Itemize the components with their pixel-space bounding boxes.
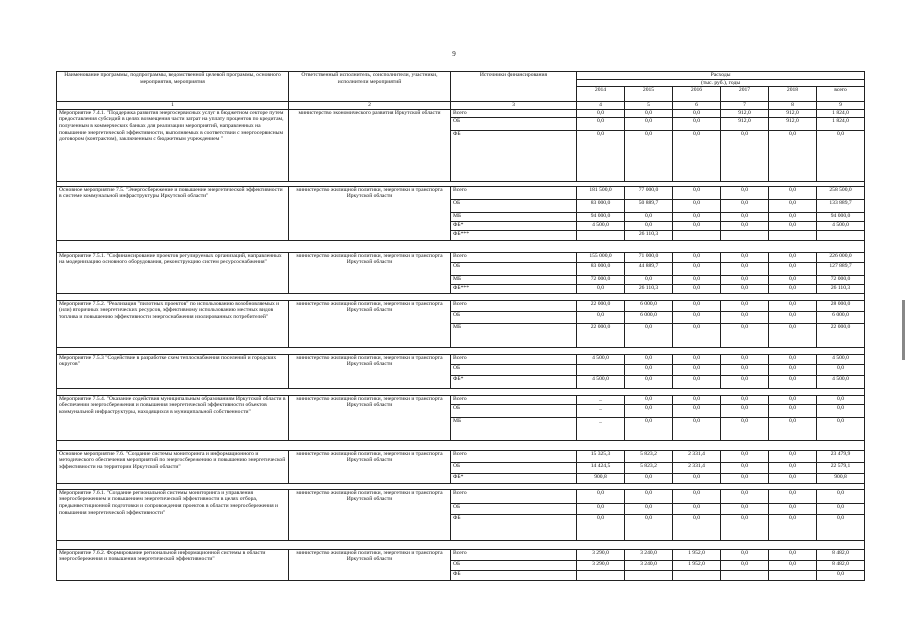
col-number: 1 — [57, 102, 289, 110]
year-value — [577, 570, 625, 580]
group-separator — [57, 540, 865, 549]
funding-source: Всего — [451, 395, 577, 404]
year-value: 0,0 — [769, 323, 817, 347]
year-value: 0,0 — [625, 395, 673, 404]
year-value: 912,0 — [769, 109, 817, 117]
year-value: 0,0 — [721, 549, 769, 560]
measure-executor: министерство жилищной политики, энергетики и транспорта Иркутской области — [289, 395, 451, 440]
year-value: 0,0 — [721, 404, 769, 417]
year-value: 83 000,0 — [577, 199, 625, 212]
year-value: 0,0 — [721, 311, 769, 323]
measure-executor: министерство жилищной политики, энергетики и транспорта Иркутской области — [289, 489, 451, 540]
total-value: 258 500,0 — [817, 186, 865, 199]
year-value — [673, 230, 721, 240]
total-value: 0,0 — [817, 395, 865, 404]
total-value: 8 482,0 — [817, 560, 865, 570]
year-value: 0,0 — [577, 514, 625, 540]
year-value: 22 000,0 — [577, 300, 625, 311]
year-value: 0,0 — [625, 489, 673, 503]
year-value: 0,0 — [769, 450, 817, 462]
year-value: 0,0 — [769, 395, 817, 404]
year-value: 0,0 — [673, 503, 721, 514]
year-value: 0,0 — [721, 212, 769, 221]
measure-name: Мероприятие 7.5.3 "Содействие в разработке схем теплоснабжения поселений и городских округов" — [57, 354, 289, 388]
year-value: 0,0 — [625, 503, 673, 514]
header-year: 2017 — [721, 87, 769, 102]
year-value: 0,0 — [673, 117, 721, 130]
group-separator — [57, 388, 865, 395]
measure-executor: министерство жилищной политики, энергетики и транспорта Иркутской области — [289, 186, 451, 240]
total-value: 28 000,0 — [817, 300, 865, 311]
year-value: 0,0 — [721, 503, 769, 514]
table-row — [57, 109, 865, 117]
measure-name: Мероприятие 7.5.2. "Реализация "пилотных проектов" по использованию возобновляемых и (или) вторичных энергетических ресурсов, эффективному использованию местных видов топлива и повышению эффективности энергоснабжения изолированных потребителей" — [57, 300, 289, 347]
year-value: 0,0 — [769, 284, 817, 293]
year-value: 0,0 — [769, 354, 817, 364]
funding-source: Всего — [451, 252, 577, 262]
year-value: 0,0 — [769, 262, 817, 275]
year-value: 0,0 — [673, 395, 721, 404]
year-value: _ — [577, 395, 625, 404]
year-value: 0,0 — [721, 395, 769, 404]
year-value: 0,0 — [673, 221, 721, 230]
funding-source: МБ — [451, 323, 577, 347]
funding-source: ФБ* — [451, 375, 577, 388]
total-value: 8 482,0 — [817, 549, 865, 560]
funding-source: ФБ*** — [451, 230, 577, 240]
year-value: 14 424,5 — [577, 462, 625, 473]
measure-executor: министерство жилищной политики, энергетики и транспорта Иркутской области — [289, 450, 451, 483]
year-value: 15 325,3 — [577, 450, 625, 462]
header-name: Наименование программы, подпрограммы, ведомственной целевой программы, основного мероприятия, мероприятия — [57, 72, 289, 102]
year-value — [625, 570, 673, 580]
year-value: 2 331,4 — [673, 450, 721, 462]
table-row — [57, 300, 865, 311]
year-value: 0,0 — [721, 221, 769, 230]
table-row — [57, 186, 865, 199]
table-row — [57, 252, 865, 262]
measure-executor: министерство жилищной политики, энергетики и транспорта Иркутской области — [289, 354, 451, 388]
year-value: 0,0 — [625, 364, 673, 375]
total-value: 6 000,0 — [817, 311, 865, 323]
funding-source: ФБ — [451, 514, 577, 540]
year-value: 0,0 — [721, 354, 769, 364]
col-number: 7 — [721, 102, 769, 110]
year-value: 0,0 — [769, 417, 817, 440]
table-row — [57, 450, 865, 462]
measure-name: Основное мероприятие 7.6. "Создание системы мониторинга и информационного и методического обеспечения мероприятий по энергосбережению и повышению энергетической эффективности на территории Иркутской области" — [57, 450, 289, 483]
year-value: 0,0 — [673, 404, 721, 417]
funding-source: Всего — [451, 354, 577, 364]
total-value: 1 824,0 — [817, 117, 865, 130]
funding-source: Всего — [451, 300, 577, 311]
year-value: 50 889,7 — [625, 199, 673, 212]
year-value: 72 000,0 — [577, 275, 625, 284]
col-number: 2 — [289, 102, 451, 110]
year-value: 0,0 — [673, 311, 721, 323]
year-value: 44 889,7 — [625, 262, 673, 275]
total-value: 0,0 — [817, 503, 865, 514]
year-value: 0,0 — [721, 473, 769, 483]
year-value: 0,0 — [673, 514, 721, 540]
year-value: 0,0 — [625, 375, 673, 388]
year-value: 0,0 — [721, 462, 769, 473]
total-value: 23 479,9 — [817, 450, 865, 462]
year-value: 0,0 — [673, 199, 721, 212]
year-value: 0,0 — [673, 489, 721, 503]
page-number: 9 — [452, 50, 456, 58]
year-value: 0,0 — [673, 130, 721, 181]
year-value: 1 952,0 — [673, 549, 721, 560]
year-value: 71 000,0 — [625, 252, 673, 262]
header-year: 2014 — [577, 87, 625, 102]
year-value: 5 823,2 — [625, 450, 673, 462]
year-value: 0,0 — [769, 275, 817, 284]
year-value: 0,0 — [769, 130, 817, 181]
year-value: 0,0 — [721, 560, 769, 570]
funding-source: ОБ — [451, 364, 577, 375]
budget-table-sheet — [56, 71, 864, 581]
year-value: 0,0 — [769, 404, 817, 417]
year-value: 0,0 — [577, 503, 625, 514]
budget-table — [56, 71, 865, 581]
year-value: 3 290,0 — [577, 549, 625, 560]
year-value: 0,0 — [721, 284, 769, 293]
year-value: 0,0 — [721, 514, 769, 540]
year-value: 0,0 — [769, 221, 817, 230]
year-value: 0,0 — [721, 262, 769, 275]
year-value: 0,0 — [721, 186, 769, 199]
year-value: 0,0 — [721, 199, 769, 212]
table-body — [57, 109, 865, 580]
year-value: 912,0 — [721, 117, 769, 130]
col-number: 8 — [769, 102, 817, 110]
year-value: 0,0 — [577, 284, 625, 293]
funding-source: Всего — [451, 450, 577, 462]
funding-source: Всего — [451, 489, 577, 503]
total-value: 26 110,3 — [817, 284, 865, 293]
year-value: 4 500,0 — [577, 354, 625, 364]
funding-source: МБ — [451, 275, 577, 284]
table-row — [57, 489, 865, 503]
funding-source: Всего — [451, 549, 577, 560]
year-value: 0,0 — [673, 262, 721, 275]
year-value: 0,0 — [625, 221, 673, 230]
year-value: 6 000,0 — [625, 300, 673, 311]
funding-source: ОБ — [451, 560, 577, 570]
year-value: 0,0 — [577, 117, 625, 130]
funding-source: ОБ — [451, 262, 577, 275]
funding-source: ОБ — [451, 199, 577, 212]
year-value: 0,0 — [769, 375, 817, 388]
col-number: 9 — [817, 102, 865, 110]
year-value: 5 823,2 — [625, 462, 673, 473]
year-value: 0,0 — [721, 417, 769, 440]
year-value: 3 290,0 — [577, 560, 625, 570]
measure-executor: министерство жилищной политики, энергетики и транспорта Иркутской области — [289, 252, 451, 293]
year-value: 0,0 — [577, 489, 625, 503]
year-value: _ — [577, 404, 625, 417]
group-separator — [57, 440, 865, 450]
total-value: 133 889,7 — [817, 199, 865, 212]
year-value: 0,0 — [673, 109, 721, 117]
table-row — [57, 549, 865, 560]
year-value: 155 000,0 — [577, 252, 625, 262]
year-value: 22 000,0 — [577, 323, 625, 347]
year-value: 83 000,0 — [577, 262, 625, 275]
total-value: 0,0 — [817, 417, 865, 440]
measure-name: Основное мероприятие 7.5. "Энергосбережение и повышение энергетической эффективности в системе коммунальной инфраструктуры Иркутской области" — [57, 186, 289, 240]
total-value: 0,0 — [817, 489, 865, 503]
year-value: 6 000,0 — [625, 311, 673, 323]
year-value: 0,0 — [769, 252, 817, 262]
group-separator — [57, 293, 865, 300]
total-value: 0,0 — [817, 130, 865, 181]
year-value: 0,0 — [769, 503, 817, 514]
year-value: 3 240,0 — [625, 549, 673, 560]
year-value: 0,0 — [721, 364, 769, 375]
year-value — [769, 570, 817, 580]
year-value: 912,0 — [721, 109, 769, 117]
header-year: 2016 — [673, 87, 721, 102]
year-value: 0,0 — [673, 364, 721, 375]
year-value: 0,0 — [673, 212, 721, 221]
funding-source: МБ — [451, 417, 577, 440]
year-value: 0,0 — [673, 354, 721, 364]
year-value: 0,0 — [769, 364, 817, 375]
year-value: 181 500,0 — [577, 186, 625, 199]
year-value: 900,8 — [577, 473, 625, 483]
year-value: 3 240,0 — [625, 560, 673, 570]
total-value: 4 500,0 — [817, 375, 865, 388]
funding-source: ФБ* — [451, 473, 577, 483]
funding-source: Всего — [451, 186, 577, 199]
year-value: 0,0 — [769, 186, 817, 199]
group-separator — [57, 240, 865, 252]
funding-source: ОБ — [451, 311, 577, 323]
funding-source: Всего — [451, 109, 577, 117]
header-expenses: Расходы — [577, 72, 865, 80]
total-value: 0,0 — [817, 514, 865, 540]
measure-executor: министерство экономического развития Иркутской области — [289, 109, 451, 181]
total-value: 4 500,0 — [817, 354, 865, 364]
year-value: 0,0 — [625, 275, 673, 284]
year-value: 0,0 — [721, 489, 769, 503]
year-value: 0,0 — [769, 473, 817, 483]
year-value: 0,0 — [625, 417, 673, 440]
year-value: 0,0 — [769, 199, 817, 212]
measure-name: Мероприятие 7.4.1. "Поддержка развития энергосервисных услуг в бюджетном секторе путем предоставления субсидий в целях возмещения части затрат на уплату процентов по кредитам, полученным в коммерческих банках для реализации мероприятий, направленных на повышение энергетической эффективности, выполняемых в соответствии с энергосервисным договором (контрактом), заключенным с бюджетным учреждением " — [57, 109, 289, 181]
total-value: 0,0 — [817, 570, 865, 580]
year-value: 0,0 — [673, 186, 721, 199]
year-value: 4 500,0 — [577, 375, 625, 388]
measure-executor: министерство жилищной политики, энергетики и транспорта Иркутской области — [289, 300, 451, 347]
total-value: 0,0 — [817, 404, 865, 417]
year-value: 0,0 — [673, 300, 721, 311]
year-value: 94 000,0 — [577, 212, 625, 221]
year-value: 0,0 — [673, 275, 721, 284]
year-value: 0,0 — [721, 450, 769, 462]
table-row — [57, 354, 865, 364]
funding-source: ОБ — [451, 404, 577, 417]
measure-executor: министерство жилищной политики, энергетики и транспорта Иркутской области — [289, 549, 451, 580]
year-value — [673, 570, 721, 580]
year-value — [577, 230, 625, 240]
year-value: 0,0 — [769, 311, 817, 323]
year-value: 0,0 — [625, 354, 673, 364]
year-value: 0,0 — [769, 489, 817, 503]
col-number: 3 — [451, 102, 577, 110]
year-value: 0,0 — [577, 109, 625, 117]
year-value: _ — [577, 417, 625, 440]
measure-name: Мероприятие 7.5.1. "Софинансирование проектов регулируемых организаций, направленных на модернизацию основного оборудования, реконструкцию систем ресурсоснабжения" — [57, 252, 289, 293]
funding-source: ОБ — [451, 117, 577, 130]
year-value: 77 000,0 — [625, 186, 673, 199]
total-value: 4 500,0 — [817, 221, 865, 230]
year-value: 0,0 — [577, 130, 625, 181]
year-value: 1 952,0 — [673, 560, 721, 570]
year-value: 0,0 — [769, 462, 817, 473]
year-value: 2 331,4 — [673, 462, 721, 473]
funding-source: МБ — [451, 212, 577, 221]
col-number: 4 — [577, 102, 625, 110]
col-number: 6 — [673, 102, 721, 110]
funding-source: ФБ — [451, 130, 577, 181]
year-value: 0,0 — [673, 473, 721, 483]
total-value: 900,8 — [817, 473, 865, 483]
year-value: 26 110,3 — [625, 230, 673, 240]
year-value — [721, 570, 769, 580]
year-value: 0,0 — [625, 117, 673, 130]
funding-source: ФБ*** — [451, 284, 577, 293]
total-value: 94 000,0 — [817, 212, 865, 221]
year-value: 0,0 — [721, 275, 769, 284]
header-unit: (тыс. руб.), годы — [577, 79, 865, 87]
year-value: 0,0 — [625, 212, 673, 221]
total-value: 22 000,0 — [817, 323, 865, 347]
year-value: 0,0 — [673, 375, 721, 388]
year-value: 0,0 — [721, 130, 769, 181]
header-executor: Ответственный исполнитель, соисполнители, участники, исполнители мероприятий — [289, 72, 451, 102]
year-value: 0,0 — [577, 311, 625, 323]
year-value: 0,0 — [625, 130, 673, 181]
year-value: 26 110,3 — [625, 284, 673, 293]
total-value: 0,0 — [817, 364, 865, 375]
total-value: 22 579,1 — [817, 462, 865, 473]
funding-source: ОБ — [451, 503, 577, 514]
group-separator — [57, 347, 865, 354]
year-value: 0,0 — [625, 323, 673, 347]
year-value: 0,0 — [769, 514, 817, 540]
year-value: 0,0 — [769, 549, 817, 560]
col-number: 5 — [625, 102, 673, 110]
year-value: 0,0 — [769, 300, 817, 311]
year-value: 0,0 — [769, 212, 817, 221]
year-value: 0,0 — [769, 560, 817, 570]
header-year: всего — [817, 87, 865, 102]
year-value: 0,0 — [625, 514, 673, 540]
year-value: 0,0 — [625, 109, 673, 117]
measure-name: Мероприятие 7.6.2. Формирование региональной информационной системы в области энергосбережения и повышения энергетической эффективности" — [57, 549, 289, 580]
year-value: 0,0 — [625, 404, 673, 417]
year-value: 0,0 — [721, 375, 769, 388]
total-value: 1 824,0 — [817, 109, 865, 117]
year-value: 0,0 — [625, 473, 673, 483]
year-value: 0,0 — [721, 323, 769, 347]
year-value: 0,0 — [721, 252, 769, 262]
year-value — [577, 364, 625, 375]
year-value: 0,0 — [673, 323, 721, 347]
measure-name: Мероприятие 7.6.1. "Создание региональной системы мониторинга и управления энергосбережением и повышением энергетической эффективности в целях отбора, предынвестиционной подготовки и сопровождения проектов в области энергосбережения и повышения энергетической эффективности" — [57, 489, 289, 540]
year-value: 0,0 — [673, 417, 721, 440]
year-value: 0,0 — [673, 284, 721, 293]
year-value: 912,0 — [769, 117, 817, 130]
year-value — [721, 230, 769, 240]
header-source: Источники финансирования — [451, 72, 577, 102]
funding-source: ФБ — [451, 570, 577, 580]
header-year: 2018 — [769, 87, 817, 102]
year-value — [769, 230, 817, 240]
total-value: 127 889,7 — [817, 262, 865, 275]
table-row — [57, 395, 865, 404]
year-value: 4 500,0 — [577, 221, 625, 230]
funding-source: ОБ — [451, 462, 577, 473]
year-value: 0,0 — [673, 252, 721, 262]
measure-name: Мероприятие 7.5.4. "Оказание содействия муниципальным образованиям Иркутской области в обеспечении энергосбережения и повышения энергетической эффективности объектов коммунальной инфраструктуры, находящихся в муниципальной собственности" — [57, 395, 289, 440]
funding-source: ФБ* — [451, 221, 577, 230]
total-value — [817, 230, 865, 240]
total-value: 226 000,0 — [817, 252, 865, 262]
year-value: 0,0 — [721, 300, 769, 311]
header-year: 2015 — [625, 87, 673, 102]
total-value: 72 000,0 — [817, 275, 865, 284]
